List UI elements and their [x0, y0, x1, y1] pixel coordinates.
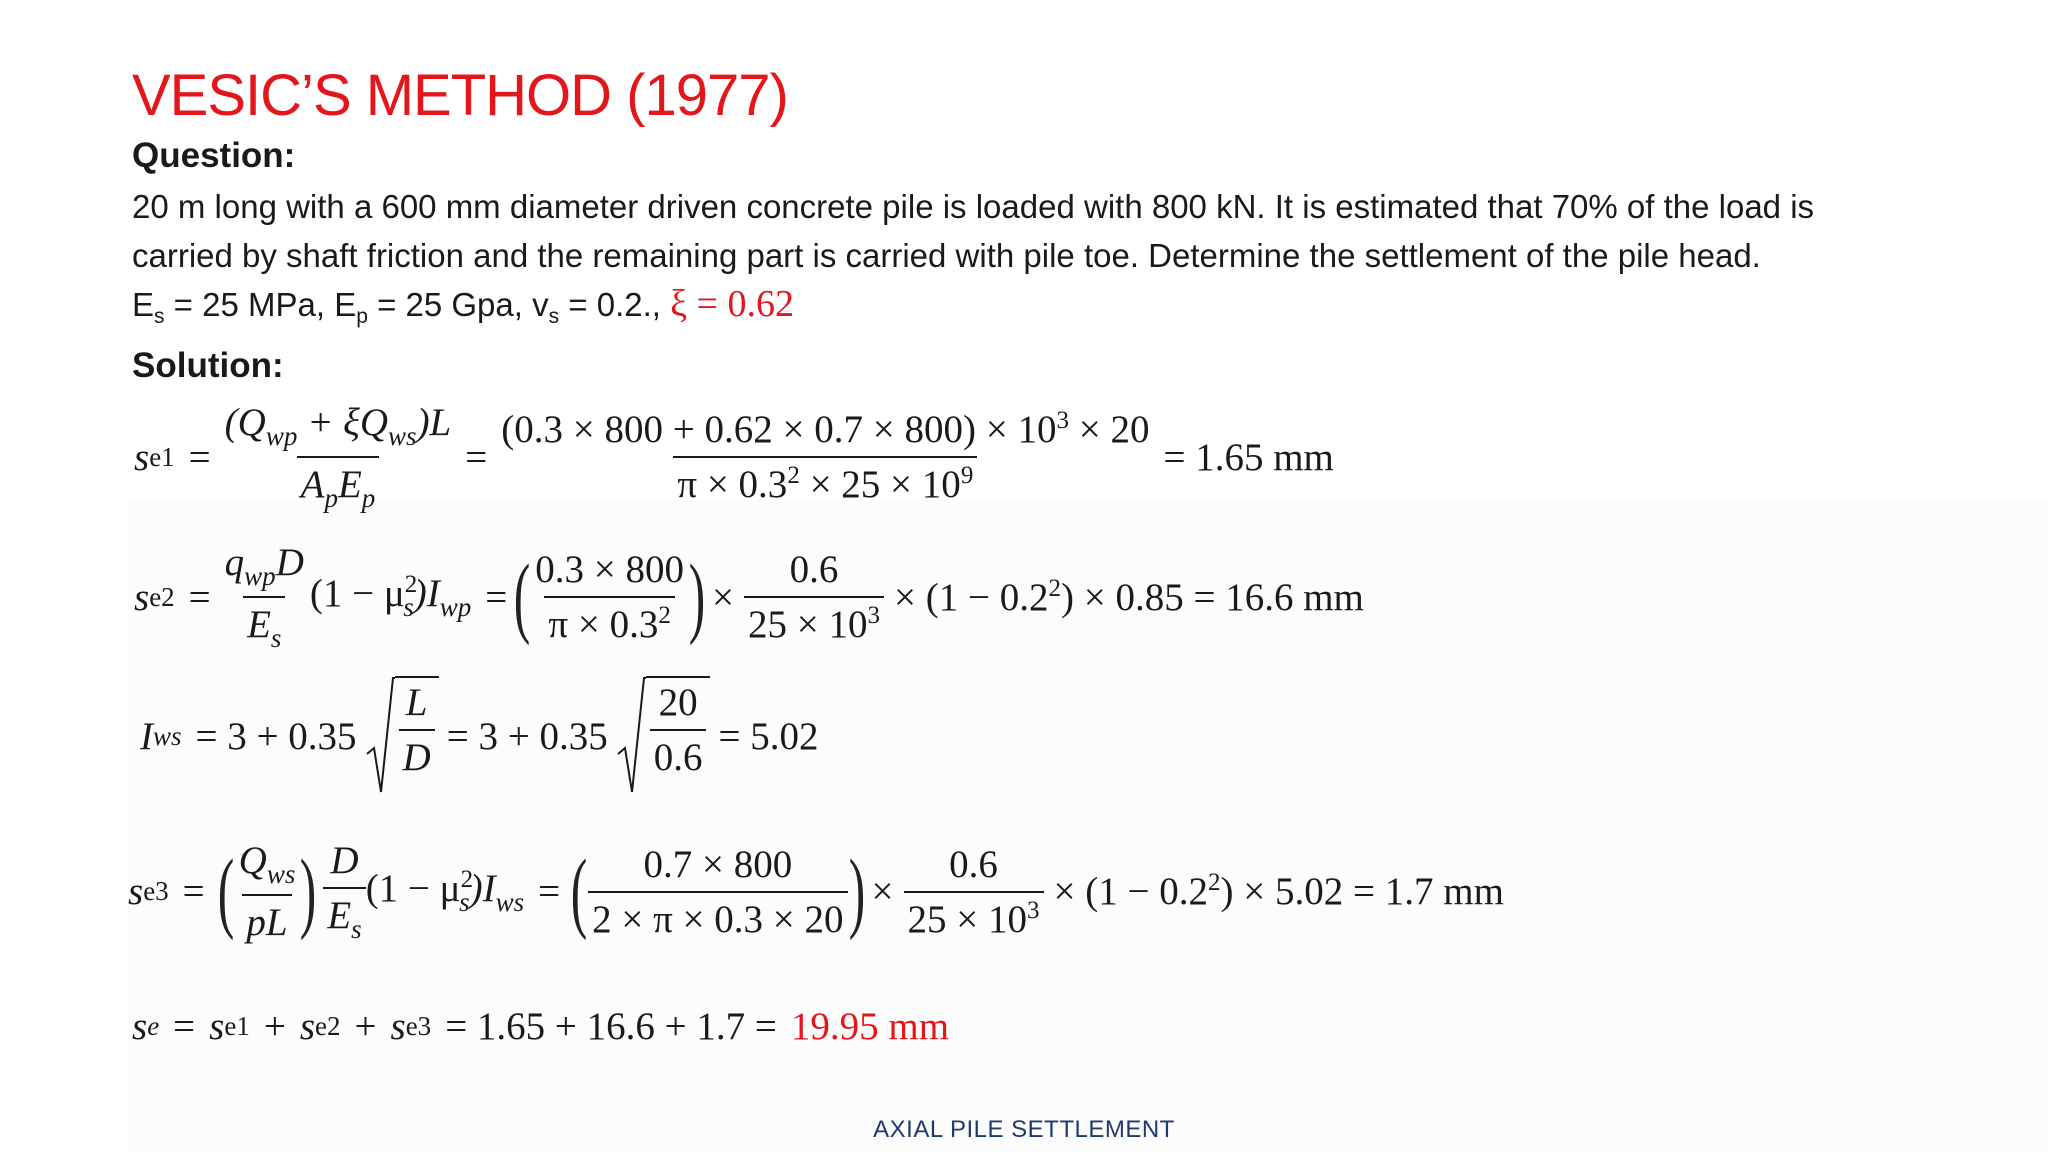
ep-subscript: p	[356, 305, 368, 328]
vs-value: = 0.2.,	[559, 286, 661, 323]
es-subscript: s	[154, 305, 165, 328]
equation-iws: I ws = 3 + 0.35 $\frac{L}{D}$ = 3 + 0.35 $\frac{20}{0.6}$ = 5.02	[140, 676, 818, 796]
se3-d-over-es: $\frac{D}{E_s}$	[323, 838, 365, 945]
se2-subscript: e2	[149, 581, 175, 612]
equation-se3: s e3 = ( $\frac{Q_{ws}}{pL}$ ) $\frac{D}{E_s}$ $(1 - \mu^2_s)I_{ws}$ = ( $\frac{0.7 \times 800}{2 \times \pi \times 0.3 \times 20}$ ) × $\frac{0.6}{25 \times 10^3}$ × $(1 - 0.2^2) \times 5.02 = 1.7$ mm	[128, 839, 1504, 944]
se1-symbol: s	[134, 435, 150, 479]
left-paren: (	[514, 547, 531, 646]
equation-se2: s e2 = $\frac{q_{wp}D}{E_s}$ $(1 - \mu^2_s)I_{wp}$ = ( $\frac{0.3 \times 800}{\pi \times 0.3^2}$ ) × $\frac{0.6}{25 \times 10^3}$ × $(1 - 0.2^2) \times 0.85 = 16.6$ mm	[134, 541, 1364, 653]
xi-value: ξ = 0.62	[670, 283, 794, 325]
iws-symbol: I	[140, 714, 153, 758]
se2-formula-fraction: $\frac{q_{wp}D}{E_s}$	[224, 541, 304, 653]
solution-label: Solution:	[132, 346, 284, 385]
equation-se1: s e1 = $\frac{(Q_{wp} + \xi Q_{ws})L}{A_pE_p}$ = $\frac{(0.3 \times 800 + 0.62 \times 0.7 \times 800) \times 10^3 \times 20}{\pi \times 0.3^2 \times 25 \times 10^9}$ = 1.65 mm	[134, 401, 1334, 513]
es-symbol: E	[132, 286, 155, 323]
se1-result: = 1.65 mm	[1163, 435, 1334, 479]
se3-symbol: s	[128, 870, 144, 913]
slide-title: VESIC’S METHOD (1977)	[132, 63, 788, 128]
sqrt-l-over-d: $\frac{L}{D}$	[365, 676, 439, 796]
es-value: = 25 MPa,	[164, 286, 335, 323]
ep-value: = 25 Gpa,	[367, 286, 533, 323]
se3-qws-fraction: $\frac{Q_{ws}}{pL}$	[238, 839, 296, 944]
iws-result: = 5.02	[718, 714, 819, 758]
se3-result: × $(1 - 0.2^2) \times 5.02 = 1.7$ mm	[1053, 869, 1504, 913]
vs-symbol: v	[532, 286, 549, 323]
se2-result: × $(1 - 0.2^2) \times 0.85 = 16.6$ mm	[894, 574, 1364, 619]
vs-subscript: s	[548, 305, 560, 328]
question-line-1: 20 m long with a 600 mm diameter driven concrete pile is loaded with 800 kN. It is estimated that 70% of the load is	[132, 188, 1815, 225]
se1-formula-fraction: $\frac{(Q_{wp} + \xi Q_{ws})L}{A_pE_p}$	[224, 401, 452, 513]
sqrt-20-over-06: $\frac{20}{0.6}$	[616, 676, 711, 796]
footer-title: AXIAL PILE SETTLEMENT	[873, 1116, 1175, 1143]
se2-load-fraction: $\frac{0.3 \times 800}{\pi \times 0.3^2}$	[535, 548, 685, 646]
total-settlement-result: 19.95 mm	[790, 1005, 950, 1048]
question-label: Question:	[132, 136, 296, 175]
se1-subscript: e1	[149, 441, 175, 472]
right-paren: )	[688, 547, 706, 646]
given-parameters	[132, 282, 794, 329]
equation-total-settlement: s e = s e1 + s e2 + s e3 = 1.65 + 16.6 + 1.7 = 19.95 mm	[132, 1005, 950, 1048]
se3-stiffness-fraction: $\frac{0.6}{25 \times 10^3}$	[904, 842, 1044, 942]
question-line-2: carried by shaft friction and the remaining part is carried with pile toe. Determine the settlement of the pile head.	[132, 237, 1761, 274]
ep-symbol: E	[334, 286, 357, 323]
se1-numeric-fraction: $\frac{(0.3 \times 800 + 0.62 \times 0.7 \times 800) \times 10^3 \times 20}{\pi \times 0.3^2 \times 25 \times 10^9}$	[501, 407, 1150, 506]
se2-stiffness-fraction: $\frac{0.6}{25 \times 10^3}$	[744, 547, 884, 647]
se2-symbol: s	[134, 575, 150, 619]
se3-load-fraction: $\frac{0.7 \times 800}{2 \times \pi \times 0.3 \times 20}$	[588, 842, 847, 942]
